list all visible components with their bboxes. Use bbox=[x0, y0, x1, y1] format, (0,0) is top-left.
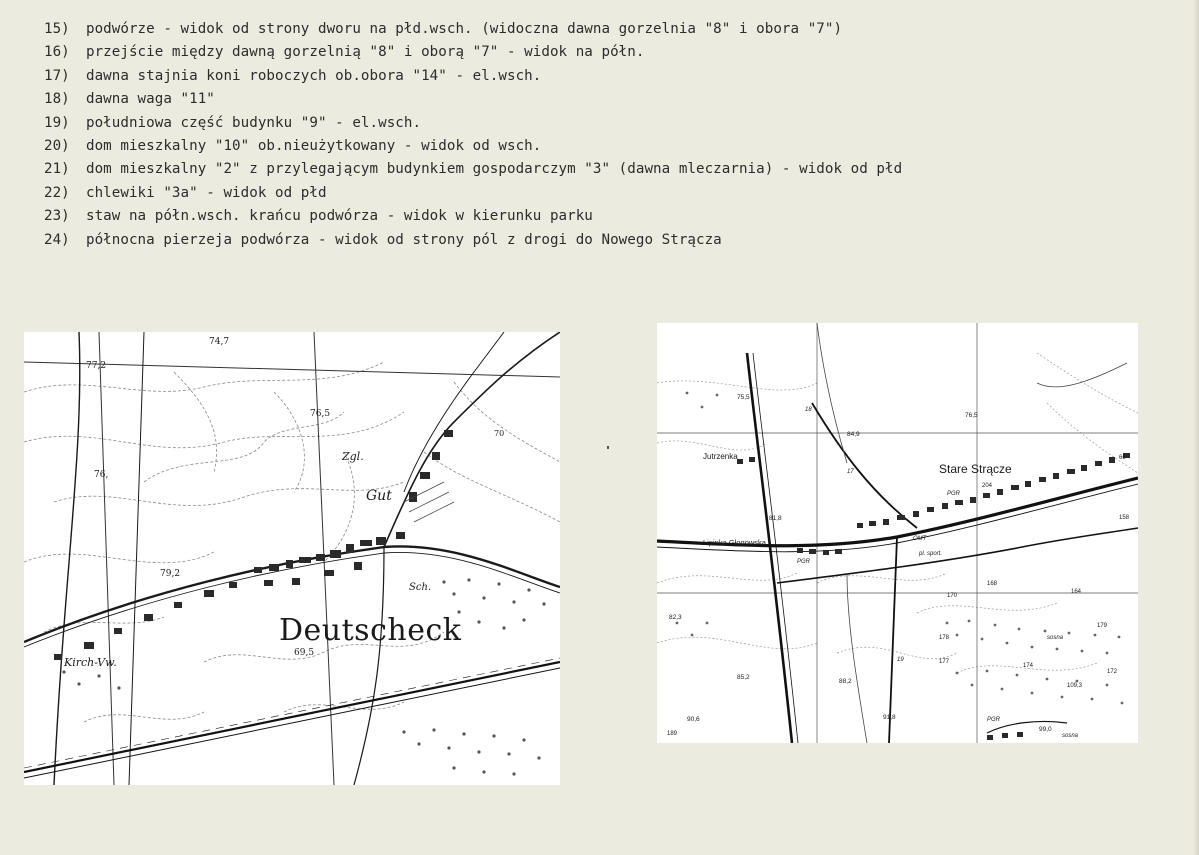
map-elevation: 172 bbox=[1107, 669, 1118, 675]
item-number: 19) bbox=[44, 114, 70, 131]
modern-map-graphic bbox=[657, 323, 1138, 743]
map-elevation: 66 bbox=[1119, 455, 1126, 461]
map-label-pgr: PGR bbox=[797, 559, 811, 565]
map-label-pgr: PGR bbox=[947, 491, 961, 497]
map-elevation: 90,6 bbox=[687, 716, 700, 723]
item-text: dawna waga "11" bbox=[86, 91, 215, 108]
map-elevation: 189 bbox=[667, 731, 678, 737]
item-number: 23) bbox=[44, 208, 70, 225]
map-elevation: 76, bbox=[94, 470, 109, 480]
item-text: dom mieszkalny "10" ob.nieużytkowany - widok od wsch. bbox=[86, 137, 542, 154]
map-label-sosna: sosna bbox=[1062, 733, 1079, 739]
map-label-sch: Sch. bbox=[409, 582, 432, 593]
map-label-plsport: pl. sport. bbox=[919, 551, 943, 557]
map-elevation: 77,2 bbox=[86, 361, 107, 371]
map-elevation: 76,5 bbox=[310, 409, 331, 419]
map-elevation: 174 bbox=[1023, 663, 1034, 669]
page-edge-shadow bbox=[1193, 0, 1199, 855]
item-number: 24) bbox=[44, 231, 70, 248]
map-elevation: 168 bbox=[987, 581, 998, 587]
paper-mark bbox=[607, 446, 609, 449]
map-elevation: 91,8 bbox=[883, 714, 896, 721]
item-text: staw na półn.wsch. krańcu podwórza - widok w kierunku parku bbox=[86, 208, 593, 225]
map-town-label: Stare Strącze bbox=[939, 462, 1012, 476]
map-road-number: 17 bbox=[847, 469, 854, 475]
map-elevation: 70 bbox=[494, 429, 505, 438]
item-number: 18) bbox=[44, 91, 70, 108]
map-label-pgr: PGR bbox=[987, 717, 1001, 723]
item-number: 22) bbox=[44, 184, 70, 201]
item-text: północna pierzeja podwórza - widok od strony pól z drogi do Nowego Strącza bbox=[86, 231, 722, 248]
item-text: dom mieszkalny "2" z przylegającym budynkiem gospodarczym "3" (dawna mleczarnia) - widok od płd bbox=[86, 161, 903, 178]
map-elevation: 88,2 bbox=[839, 678, 852, 685]
list-item bbox=[44, 65, 1164, 88]
historical-map-deutscheck bbox=[24, 332, 560, 785]
map-road-number: 19 bbox=[897, 657, 904, 663]
item-number: 16) bbox=[44, 44, 70, 61]
map-elevation: 99,0 bbox=[1039, 726, 1052, 733]
list-item bbox=[44, 135, 1164, 158]
map-elevation: 81,8 bbox=[769, 515, 782, 522]
map-elevation: 178 bbox=[939, 635, 950, 641]
map-label-gut: Gut bbox=[366, 488, 392, 504]
item-text: podwórze - widok od strony dworu na płd.wsch. (widoczna dawna gorzelnia "8" i obora "7") bbox=[86, 21, 843, 37]
map-elevation: 170 bbox=[947, 593, 958, 599]
map-elevation: 69,5 bbox=[294, 648, 315, 658]
map-elevation: 109,3 bbox=[1067, 683, 1083, 689]
photo-caption-list bbox=[44, 18, 1164, 252]
historical-map-graphic bbox=[24, 332, 560, 785]
map-elevation: 164 bbox=[1071, 589, 1082, 595]
map-label-jutrzenka: Jutrzenka bbox=[703, 452, 738, 461]
map-town-label: Deutscheck bbox=[279, 613, 462, 648]
map-label-sosna: sosna bbox=[1047, 635, 1064, 641]
map-elevation: 76,5 bbox=[965, 412, 978, 419]
map-label-kirch: Kirch-Vw. bbox=[64, 656, 117, 669]
map-elevation: 82,3 bbox=[669, 614, 682, 621]
list-item bbox=[44, 158, 1164, 181]
list-item bbox=[44, 182, 1164, 205]
map-elevation: 85,2 bbox=[737, 674, 750, 681]
modern-map-stare-stracze bbox=[657, 323, 1138, 743]
map-elevation: 75,5 bbox=[737, 394, 750, 401]
list-item bbox=[44, 88, 1164, 111]
item-number: 17) bbox=[44, 67, 70, 84]
item-text: południowa część budynku "9" - el.wsch. bbox=[86, 114, 422, 131]
map-elevation: 158 bbox=[1119, 515, 1130, 521]
item-number: 21) bbox=[44, 161, 70, 178]
map-road-number: 18 bbox=[805, 407, 812, 413]
item-text: chlewiki "3a" - widok od płd bbox=[86, 184, 327, 201]
map-label-lipinka: Lipinka Głogowska bbox=[703, 538, 766, 547]
list-item bbox=[44, 205, 1164, 228]
item-number: 15) bbox=[44, 21, 70, 37]
map-elevation: 79,2 bbox=[160, 569, 181, 579]
map-label-omt: OMT bbox=[913, 536, 927, 542]
item-text: przejście między dawną gorzelnią "8" i oborą "7" - widok na półn. bbox=[86, 44, 645, 61]
list-item bbox=[44, 112, 1164, 135]
map-elevation: 204 bbox=[982, 483, 993, 489]
list-item bbox=[44, 18, 1164, 41]
map-label-zgl: Zgl. bbox=[342, 450, 364, 463]
list-item bbox=[44, 41, 1164, 64]
item-text: dawna stajnia koni roboczych ob.obora "14" - el.wsch. bbox=[86, 67, 542, 84]
map-elevation: 84,9 bbox=[847, 431, 860, 438]
map-elevation: 177 bbox=[939, 659, 950, 665]
map-elevation: 179 bbox=[1097, 623, 1108, 629]
item-number: 20) bbox=[44, 137, 70, 154]
list-item bbox=[44, 229, 1164, 252]
map-elevation: 74,7 bbox=[209, 337, 230, 347]
